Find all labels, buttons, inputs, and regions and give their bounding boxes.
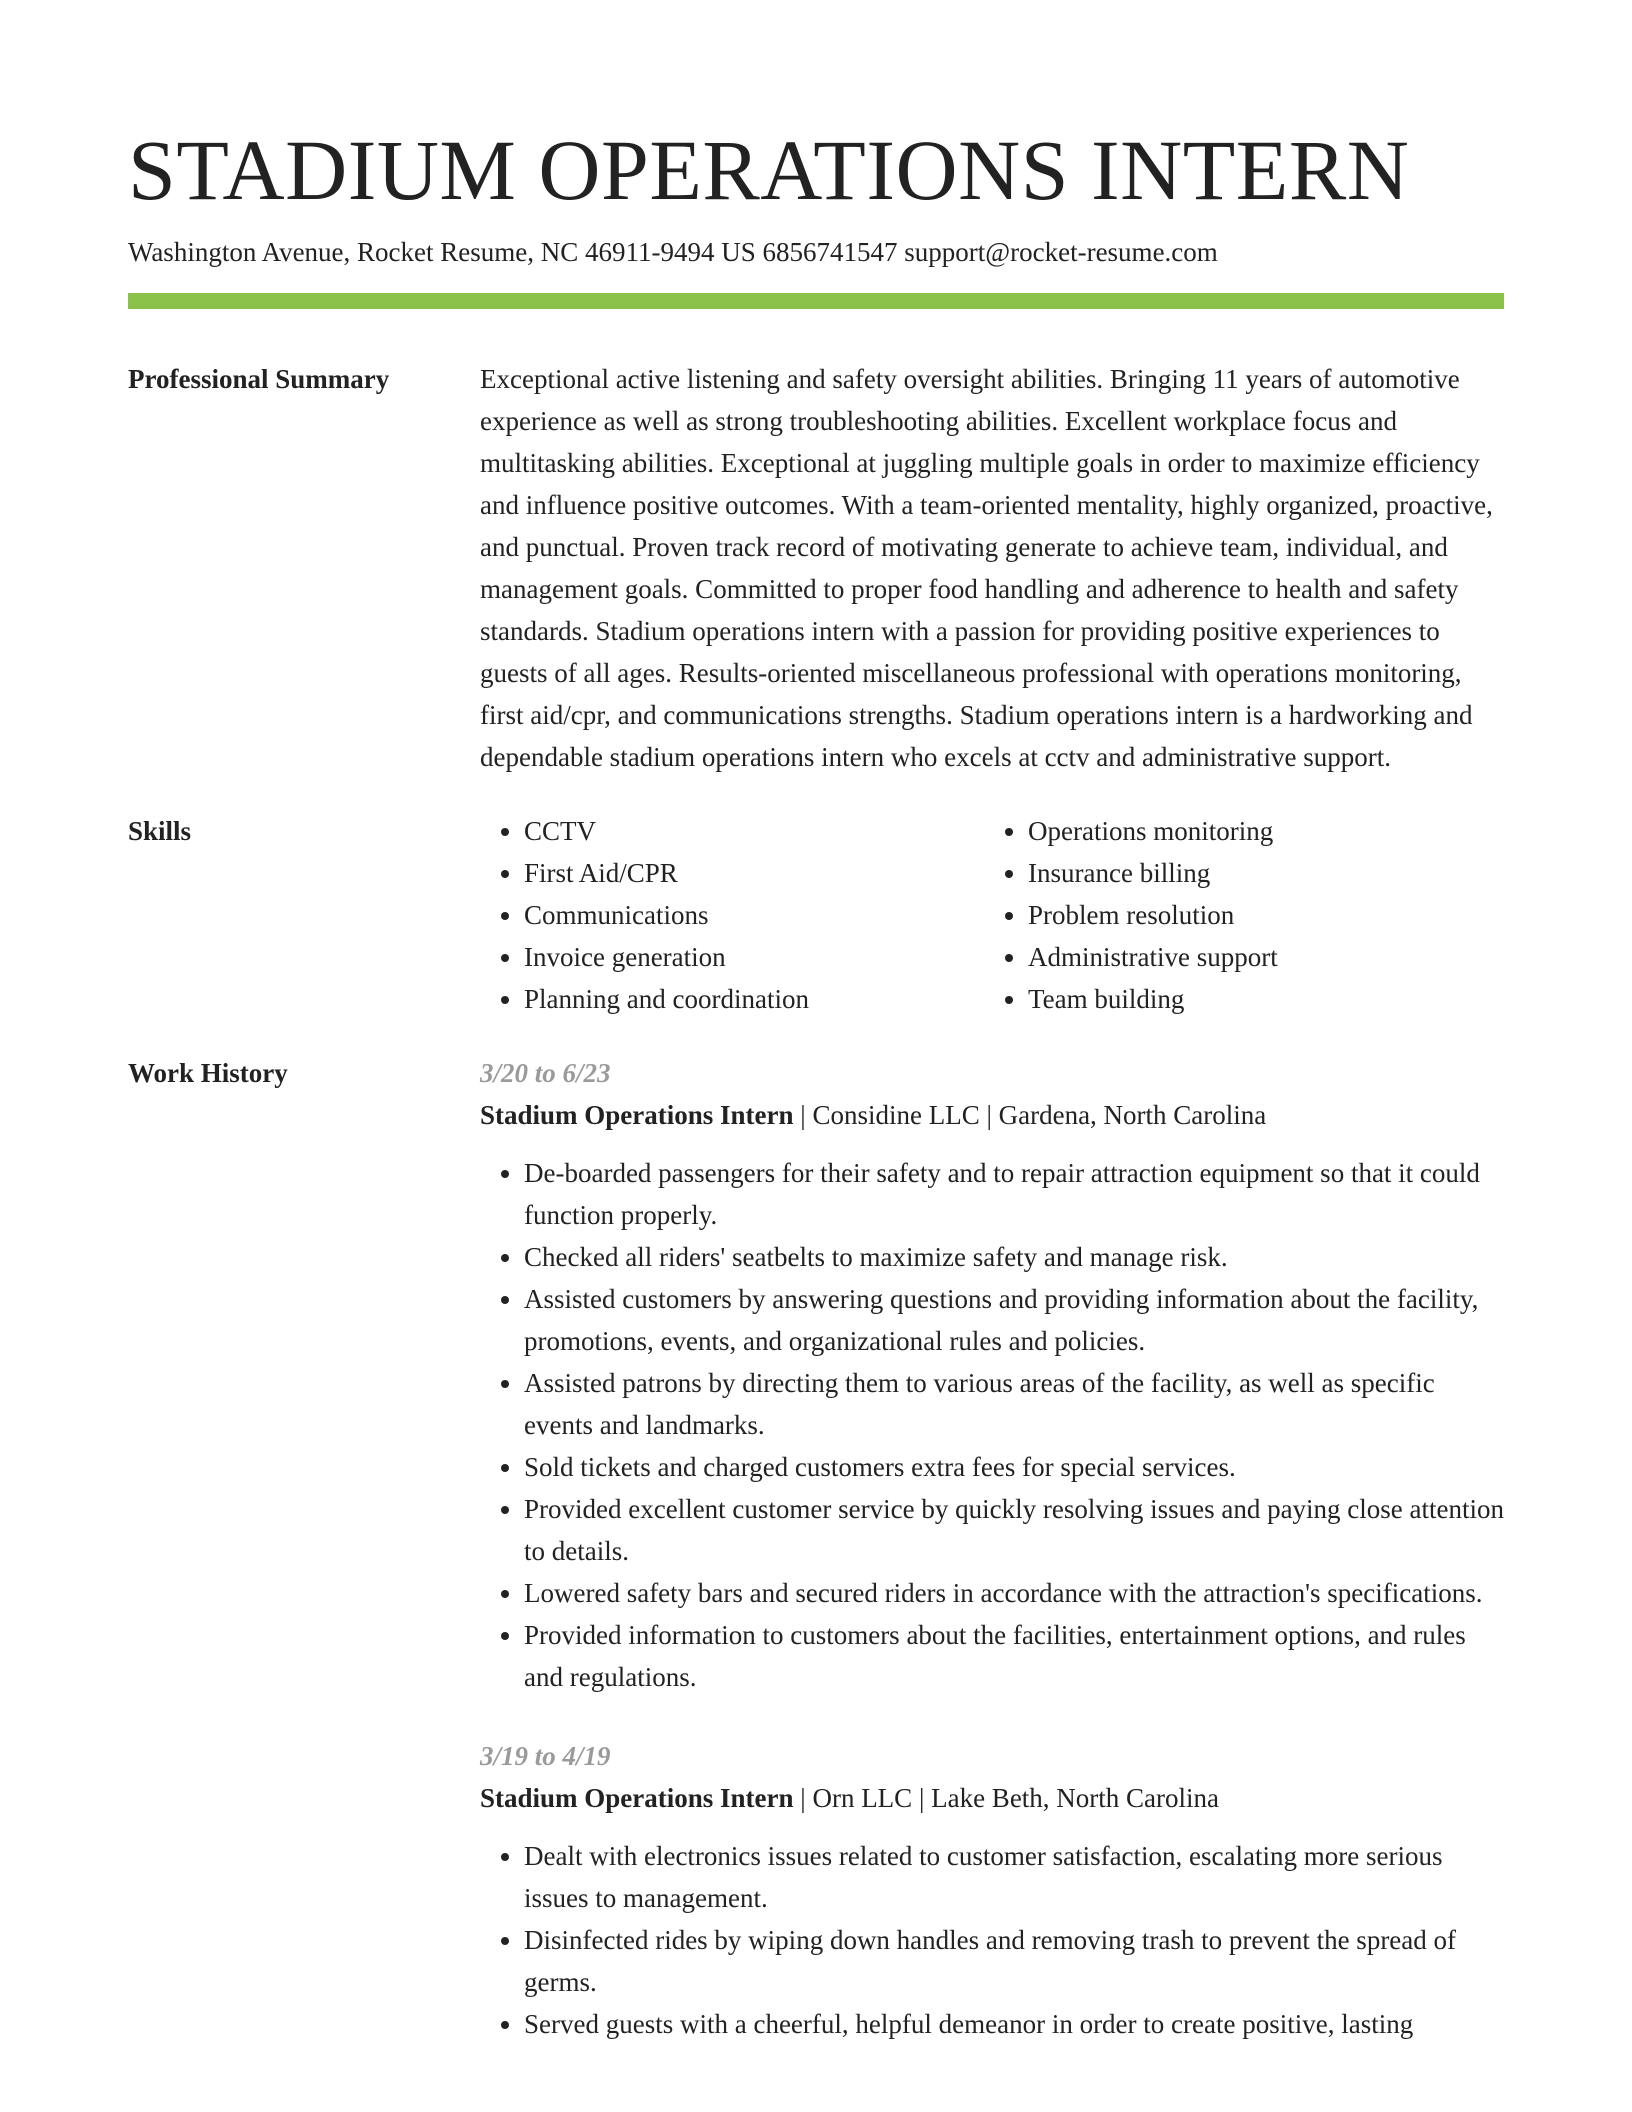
job-company: Considine LLC	[812, 1100, 980, 1130]
job-dates: 3/20 to 6/23	[480, 1058, 611, 1088]
separator: |	[793, 1100, 813, 1130]
candidate-name: STADIUM OPERATIONS INTERN	[128, 122, 1410, 218]
job-entry	[480, 1052, 1504, 1698]
job-duty: • Provided excellent customer service by quickly resolving issues and paying close attention to details.	[524, 1488, 1504, 1572]
job-duty: • Assisted patrons by directing them to various areas of the facility, as well as specific events and landmarks.	[524, 1362, 1504, 1446]
skills-section	[128, 810, 1504, 1020]
job-duty: • Disinfected rides by wiping down handles and removing trash to prevent the spread of germs.	[524, 1919, 1504, 2003]
skill-item: • Invoice generation	[524, 936, 984, 978]
job-title: Stadium Operations Intern	[480, 1783, 794, 1813]
skill-item: • Problem resolution	[1028, 894, 1488, 936]
job-duty: • Lowered safety bars and secured riders in accordance with the attraction's specifications.	[524, 1572, 1504, 1614]
summary-text: Exceptional active listening and safety oversight abilities. Bringing 11 years of automotive experience as well as strong troubleshooting abilities. Excellent workplace focus and multitasking abilities. Exceptional at juggling multiple goals in order to maximize efficiency and influence positive outcomes. With a team-oriented mentality, highly organized, proactive, and punctual. Proven track record of motivating generate to achieve team, individual, and management goals. Committed to proper food handling and adherence to health and safety standards. Stadium operations intern with a passion for providing positive experiences to guests of all ages. Results-oriented miscellaneous professional with operations monitoring, first aid/cpr, and communications strengths. Stadium operations intern is a hardworking and dependable stadium operations intern who excels at cctv and administrative support.	[480, 364, 1493, 772]
skill-item: • Operations monitoring	[1028, 810, 1488, 852]
skill-item: • Administrative support	[1028, 936, 1488, 978]
job-duty: • Served guests with a cheerful, helpful demeanor in order to create positive, lasting	[524, 2003, 1504, 2045]
skill-item: • First Aid/CPR	[524, 852, 984, 894]
skill-item: • Planning and coordination	[524, 978, 984, 1020]
skill-item: • CCTV	[524, 810, 984, 852]
skills-list-right	[984, 810, 1488, 1020]
skill-item: • Team building	[1028, 978, 1488, 1020]
professional-summary-section	[128, 358, 1504, 778]
skill-item: • Communications	[524, 894, 984, 936]
separator: |	[793, 1783, 813, 1813]
job-duty: • Checked all riders' seatbelts to maximize safety and manage risk.	[524, 1236, 1504, 1278]
separator: |	[979, 1100, 999, 1130]
job-dates: 3/19 to 4/19	[480, 1741, 611, 1771]
resume-page	[128, 0, 1504, 2082]
skills-list-left	[480, 810, 984, 1020]
separator: |	[912, 1783, 932, 1813]
job-duty: • Dealt with electronics issues related to customer satisfaction, escalating more serious issues to management.	[524, 1835, 1504, 1919]
job-heading	[480, 1777, 1504, 1819]
job-location: Gardena, North Carolina	[998, 1100, 1267, 1130]
job-location: Lake Beth, North Carolina	[931, 1783, 1220, 1813]
contact-info: Washington Avenue, Rocket Resume, NC 46911-9494 US 6856741547 support@rocket-resume.com	[128, 237, 1218, 267]
job-duties	[480, 1152, 1504, 1698]
job-heading	[480, 1094, 1504, 1136]
skill-item: • Insurance billing	[1028, 852, 1488, 894]
header-divider	[128, 293, 1504, 309]
section-title-summary: Professional Summary	[128, 364, 390, 394]
job-duty: • Sold tickets and charged customers extra fees for special services.	[524, 1446, 1504, 1488]
job-duty: • De-boarded passengers for their safety and to repair attraction equipment so that it could function properly.	[524, 1152, 1504, 1236]
job-duty: • Assisted customers by answering questions and providing information about the facility, promotions, events, and organizational rules and policies.	[524, 1278, 1504, 1362]
job-duties	[480, 1835, 1504, 2045]
section-title-work: Work History	[128, 1058, 288, 1088]
job-entry	[480, 1735, 1504, 2045]
work-history-section	[128, 1052, 1504, 2082]
job-duty: • Provided information to customers about the facilities, entertainment options, and rules and regulations.	[524, 1614, 1504, 1698]
section-title-skills: Skills	[128, 816, 192, 846]
job-company: Orn LLC	[812, 1783, 913, 1813]
job-title: Stadium Operations Intern	[480, 1100, 794, 1130]
